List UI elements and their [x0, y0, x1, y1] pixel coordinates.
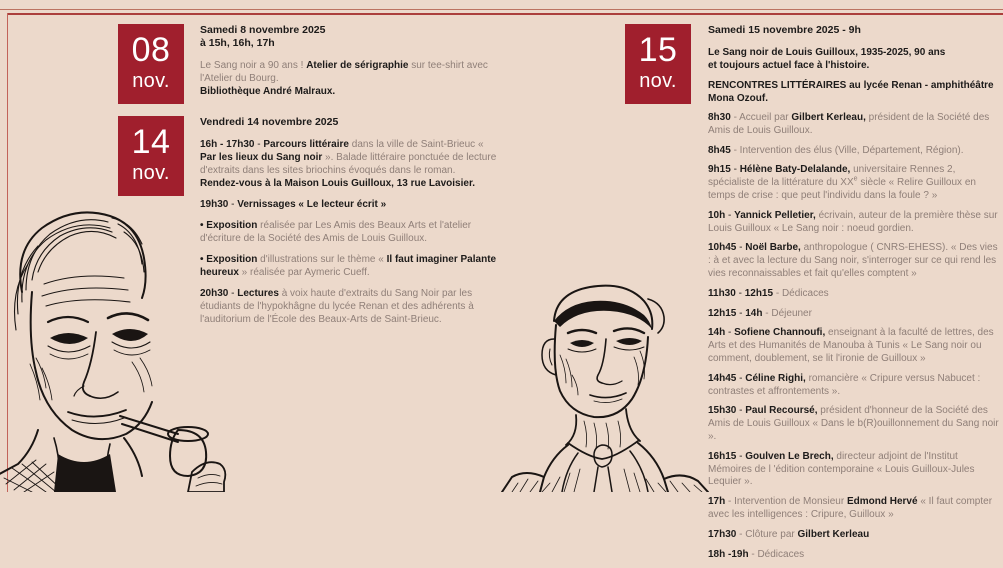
event-intro-a	[708, 46, 1003, 72]
programme-item	[708, 529, 1003, 542]
programme-item-time: 12h15	[708, 307, 737, 319]
emphasis-text: Sofiene Channoufi,	[734, 327, 826, 339]
body-text: -	[254, 139, 264, 150]
body-text: - Dédicaces	[773, 287, 829, 299]
programme-item	[708, 549, 1003, 562]
date-badge-day: 15	[638, 31, 678, 69]
body-text: - Dédicaces	[748, 548, 805, 560]
event-paragraph	[200, 59, 498, 98]
body-text: directeur adjoint de l'Institut Mémoires de l 'édition contemporaine « Louis Guilloux-Jules Lequier ».	[708, 450, 975, 488]
emphasis-text: Atelier de sérigraphie	[306, 60, 409, 71]
body-text: -	[725, 327, 735, 339]
event-block-08-nov	[118, 24, 498, 98]
date-badge-day: 14	[131, 123, 171, 161]
left-column	[118, 24, 498, 334]
frame-rule-top-outer	[0, 9, 1003, 10]
body-text: ». Balade littéraire ponctuée de lecture d'extraits dans les sites briochins évoqués dans le roman.	[200, 152, 497, 176]
programme-list	[708, 112, 1003, 561]
event-heading	[200, 116, 498, 129]
emphasis-text: Noël Barbe,	[745, 242, 801, 254]
programme-item-time: 8h30	[708, 112, 731, 123]
body-text: réalisée par Les Amis des Beaux Arts et l'atelier d'écriture de la Société des Amis de Louis Guilloux.	[200, 220, 472, 244]
emphasis-text: Vernissages « Le lecteur écrit »	[237, 199, 387, 210]
programme-item-time: 14h	[708, 327, 726, 339]
emphasis-text: Il faut imaginer Palante heureux	[200, 254, 497, 278]
event-body	[200, 116, 498, 326]
event-intro-b	[708, 79, 1003, 105]
body-text: » réalisée par Aymeric Cueff.	[238, 267, 370, 278]
date-badge-month: nov.	[132, 70, 170, 92]
date-badge-month: nov.	[132, 162, 170, 184]
emphasis-text: Gilbert Kerleau	[797, 528, 870, 540]
emphasis-text: Yannick Pelletier,	[734, 209, 816, 221]
emphasis-text: Céline Righi,	[745, 372, 806, 384]
body-text: - Clôture par	[736, 528, 798, 540]
event-intro-line2: et toujours actuel face à l'histoire.	[708, 60, 870, 71]
body-text: d'illustrations sur le thème «	[257, 254, 387, 265]
event-heading-line1: Samedi 8 novembre 2025	[200, 24, 326, 36]
emphasis-text: Parcours littéraire	[263, 139, 349, 150]
emphasis-text: Paul Recoursé,	[745, 405, 818, 417]
emphasis-text: Hélène Baty-Delalande,	[739, 164, 851, 176]
date-badge-08-nov	[118, 24, 184, 104]
body-text: Le Sang noir a 90 ans !	[200, 60, 307, 71]
event-paragraph	[200, 138, 498, 190]
body-text: anthropologue ( CNRS-EHESS). « Des vies : à et avec la lecture du Sang noir, s'interroger sur ce qui rend les vies reconnaissables et fait qu'elles comptent »	[708, 242, 998, 279]
body-text: enseignant à la faculté de lettres, des Arts et des Humanités de Manouba à Tunis « Le Sang noir ou comment, doublement, se lit l'ironie de Guilloux »	[708, 327, 994, 364]
body-text: - Accueil par	[730, 112, 792, 123]
body-text: e	[853, 175, 858, 183]
body-text: -	[736, 450, 746, 462]
event-block-14-nov	[118, 116, 498, 326]
emphasis-text: Rendez-vous à la Maison Louis Guilloux, 13 rue Lavoisier.	[200, 178, 476, 189]
event-heading-line1: Vendredi 14 novembre 2025	[200, 116, 339, 128]
emphasis-text: Lectures	[237, 288, 279, 299]
event-heading-line2: à 15h, 16h, 17h	[200, 37, 275, 49]
body-text: -	[736, 307, 746, 319]
body-text: - Intervention des élus (Ville, Département, Région).	[730, 144, 964, 156]
programme-item-time: 16h15	[708, 450, 737, 462]
body-text: -	[736, 372, 746, 384]
body-text: romancière « Cripure versus Nabucet : contrastes et affrontements ».	[708, 372, 981, 397]
event-paragraph	[200, 198, 498, 211]
body-text: président d'honneur de la Société des Amis de Louis Guilloux « Dans le b(R)ouillonnement du Sang noir ».	[708, 405, 999, 442]
body-text: dans la ville de Saint-Brieuc «	[348, 139, 484, 150]
event-intro-line4: Mona Ozouf.	[708, 93, 768, 104]
body-text: -	[736, 242, 746, 254]
date-badge-14-nov	[118, 116, 184, 196]
event-body	[200, 24, 498, 98]
programme-item-time: 9h15	[708, 164, 731, 176]
programme-item-time: 8h45	[708, 144, 731, 156]
programme-item	[708, 327, 1003, 365]
event-heading-line1: Samedi 15 novembre 2025 - 9h	[708, 24, 861, 36]
frame-rule-left	[7, 13, 8, 492]
programme-item	[708, 288, 1003, 301]
body-text: -	[228, 288, 238, 299]
programme-item	[708, 405, 1003, 443]
programme-item-time: 14h45	[708, 372, 737, 384]
body-text: - Intervention de Monsieur	[725, 496, 847, 508]
emphasis-text: 12h15	[744, 287, 774, 299]
programme-item-time: 10h	[708, 209, 726, 221]
programme-item	[708, 242, 1003, 280]
event-paragraph	[200, 253, 498, 279]
programme-item	[708, 145, 1003, 158]
body-text: -	[735, 287, 745, 299]
emphasis-text: Exposition	[206, 254, 258, 265]
event-block-15-nov	[625, 24, 1003, 561]
emphasis-text: •	[200, 220, 207, 231]
date-badge-month: nov.	[639, 70, 677, 92]
right-column	[625, 24, 1003, 568]
programme-item-time: 11h30	[708, 287, 736, 299]
emphasis-text: Bibliothèque André Malraux.	[200, 86, 336, 97]
body-text: écrivain, auteur de la première thèse sur Louis Guilloux « Le Sang noir : noeud gordien.	[708, 209, 998, 234]
emphasis-text: 20h30	[200, 288, 229, 299]
body-text: « Il faut compter avec les intelligences : Cripure, Guilloux »	[708, 496, 993, 520]
programme-item	[708, 210, 1003, 236]
emphasis-text: 16h - 17h30	[200, 139, 255, 150]
event-paragraph	[200, 219, 498, 245]
date-badge-day: 08	[131, 31, 171, 69]
programme-item	[708, 308, 1003, 321]
event-intro-line3: RENCONTRES LITTÉRAIRES au lycée Renan - amphithéâtre	[708, 80, 994, 91]
programme-item-time: 17h30	[708, 528, 737, 540]
body-text: à voix haute d'extraits du Sang Noir par les étudiants de l'hypokhâgne du lycée Renan et des adhérents à l'auditorium de l'École des Beaux-Arts de Saint-Brieuc.	[200, 288, 474, 325]
event-heading	[708, 24, 1003, 37]
body-text: -	[228, 199, 238, 210]
programme-item	[708, 373, 1003, 399]
event-intro-line1: Le Sang noir de Louis Guilloux, 1935-2025, 90 ans	[708, 47, 946, 58]
event-heading	[200, 24, 498, 50]
body-text: -	[736, 405, 746, 417]
emphasis-text: •	[200, 254, 207, 265]
body-text: -	[725, 209, 735, 221]
event-paragraphs	[200, 138, 498, 326]
event-paragraphs	[200, 59, 498, 98]
emphasis-text: Par les lieux du Sang noir	[200, 152, 323, 163]
emphasis-text: 19h30	[200, 199, 229, 210]
body-text: siècle « Relire Guilloux en temps de crise : que peut l'individu dans la foule ? »	[708, 177, 976, 201]
body-text: sur tee-shirt avec l'Atelier du Bourg.	[200, 60, 488, 84]
body-text: universitaire Rennes 2, spécialiste de la littérature du XX	[708, 164, 956, 189]
programme-item-time: 10h45	[708, 242, 737, 254]
emphasis-text: 14h	[745, 307, 763, 319]
frame-rule-top-inner	[7, 13, 1003, 15]
programme-item-time: 18h -19h	[708, 548, 749, 560]
emphasis-text: Gilbert Kerleau,	[791, 112, 866, 123]
programme-item	[708, 496, 1003, 522]
programme-item	[708, 112, 1003, 138]
emphasis-text: Edmond Hervé	[846, 496, 918, 508]
emphasis-text: Exposition	[206, 220, 258, 231]
body-text: - Déjeuner	[762, 307, 812, 319]
body-text: président de la Société des Amis de Louis Guilloux.	[708, 112, 990, 136]
date-badge-15-nov	[625, 24, 691, 104]
emphasis-text: Goulven Le Brech,	[745, 450, 834, 462]
programme-item-time: 15h30	[708, 405, 737, 417]
programme-item-time: 17h	[708, 496, 726, 508]
event-paragraph	[200, 287, 498, 326]
event-body	[708, 24, 1003, 561]
programme-item	[708, 451, 1003, 489]
programme-item	[708, 164, 1003, 202]
body-text: -	[730, 164, 740, 176]
